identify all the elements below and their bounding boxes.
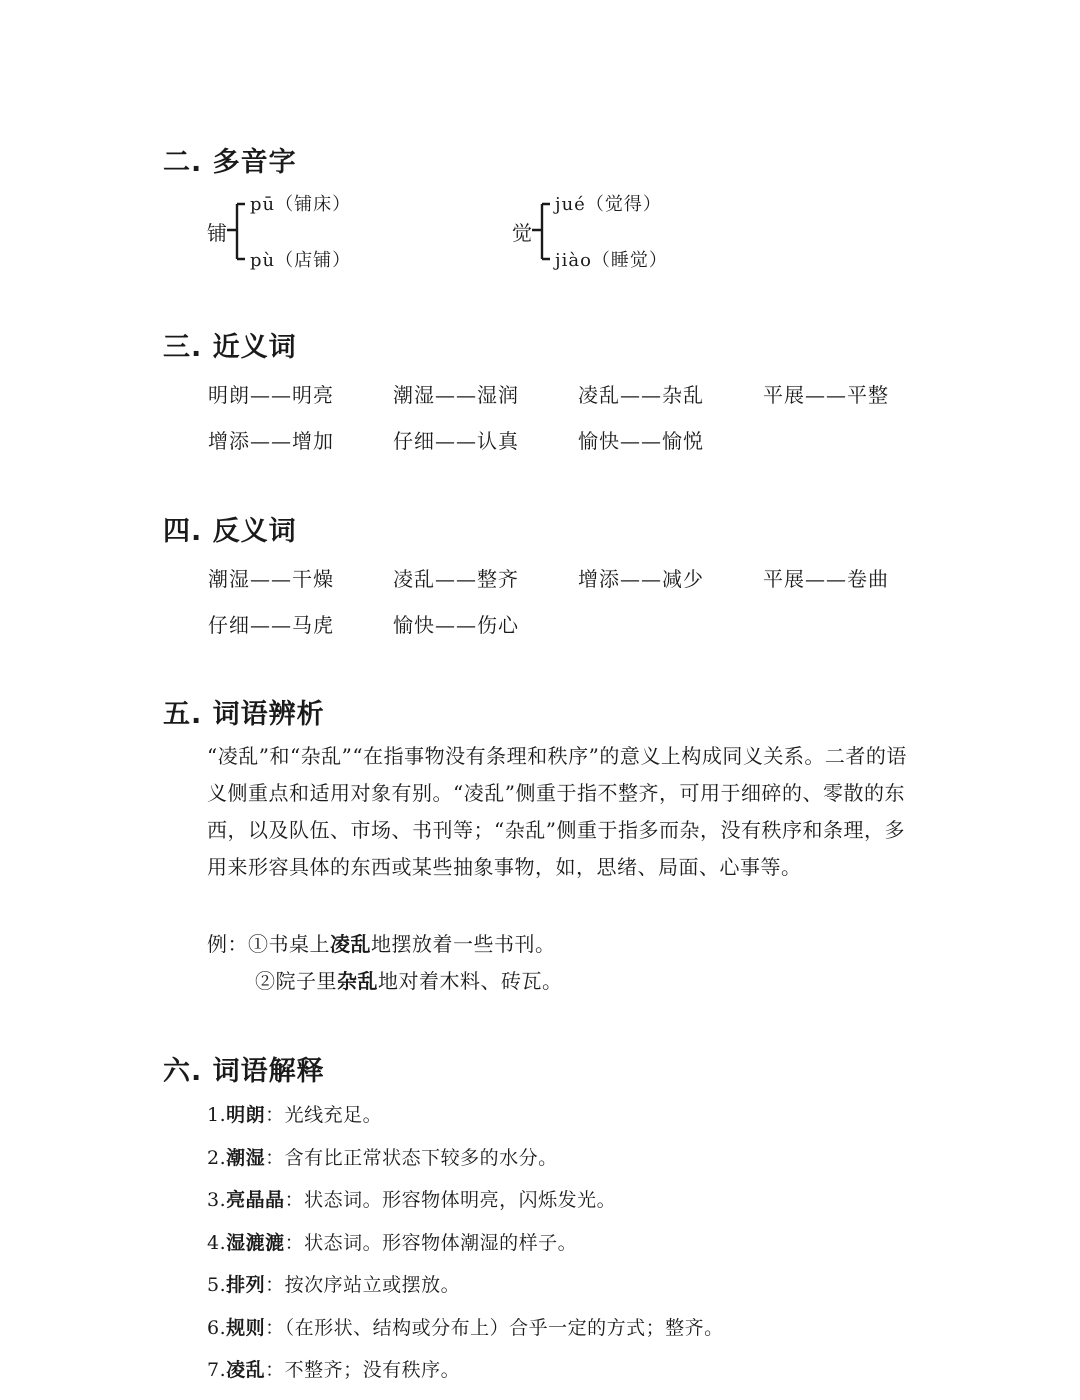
brace-connector — [227, 199, 249, 265]
antonym-list — [208, 563, 968, 638]
word-pair: 仔细——认真 — [393, 429, 519, 453]
word-pair: 平展——卷曲 — [763, 567, 889, 591]
section-title-analysis: 五. 词语辨析 — [163, 699, 325, 730]
example-keyword: 杂乱 — [337, 969, 378, 993]
example-before: ①书桌上 — [248, 932, 330, 956]
item-term: 亮晶晶 — [226, 1189, 285, 1211]
example-word: （觉得） — [585, 194, 662, 215]
definition-item — [207, 1355, 724, 1398]
item-number: 5. — [207, 1274, 227, 1296]
item-term: 潮湿 — [226, 1146, 266, 1169]
item-term: 凌乱 — [226, 1359, 266, 1381]
item-term: 排列 — [226, 1274, 266, 1296]
definition-item — [207, 1185, 724, 1228]
item-number: 6. — [207, 1316, 227, 1339]
analysis-paragraph — [207, 738, 922, 886]
polyphone-char: 觉 — [512, 221, 532, 245]
example-after: 地对着木料、砖瓦。 — [378, 969, 563, 993]
word-pair: 增添——增加 — [208, 429, 334, 453]
item-text: ：状态词。形容物体明亮，闪烁发光。 — [284, 1189, 617, 1211]
example-label: 例： — [207, 932, 248, 956]
pinyin: jué — [555, 194, 586, 215]
item-text: ：光线充足。 — [265, 1104, 383, 1126]
example-line — [207, 928, 556, 957]
definition-item — [207, 1228, 724, 1271]
item-number: 1. — [207, 1104, 227, 1126]
pinyin: pù — [250, 250, 276, 271]
item-text: ：不整齐；没有秩序。 — [265, 1359, 461, 1381]
word-pair: 凌乱——整齐 — [393, 567, 519, 591]
example-word: （睡觉） — [591, 250, 668, 271]
item-number: 7. — [207, 1359, 227, 1381]
example-before: ②院子里 — [255, 969, 337, 993]
item-text: ：（在形状、结构或分布上）合乎一定的方式；整齐。 — [265, 1316, 724, 1339]
pinyin: jiào — [555, 250, 592, 271]
word-pair: 潮湿——湿润 — [393, 383, 519, 407]
word-pair: 增添——减少 — [578, 567, 704, 591]
definition-list — [207, 1100, 724, 1398]
polyphone-reading — [555, 246, 668, 272]
item-term: 规则 — [226, 1316, 266, 1339]
section-title-antonyms: 四. 反义词 — [163, 516, 297, 547]
polyphone-char: 铺 — [207, 221, 227, 245]
word-pair: 平展——平整 — [763, 383, 889, 407]
word-pair: 潮湿——干燥 — [208, 567, 334, 591]
example-keyword: 凌乱 — [330, 932, 371, 956]
word-pair: 明朗——明亮 — [208, 383, 334, 407]
synonym-list — [208, 379, 968, 454]
item-text: ：含有比正常状态下较多的水分。 — [265, 1146, 558, 1169]
brace-connector — [532, 199, 554, 265]
definition-item — [207, 1100, 724, 1143]
section-title-polyphone: 二. 多音字 — [163, 147, 297, 178]
example-after: 地摆放着一些书刊。 — [371, 932, 556, 956]
example-word: （店铺） — [275, 250, 352, 271]
definition-item — [207, 1270, 724, 1313]
polyphone-reading — [250, 190, 351, 216]
word-pair: 愉快——伤心 — [393, 613, 519, 637]
pinyin: pū — [250, 194, 276, 215]
definition-item — [207, 1313, 724, 1356]
example-word: （铺床） — [275, 194, 352, 215]
item-term: 湿漉漉 — [226, 1231, 285, 1254]
section-title-synonyms: 三. 近义词 — [163, 332, 297, 363]
item-number: 2. — [207, 1146, 227, 1169]
item-number: 4. — [207, 1231, 227, 1254]
polyphone-reading — [250, 246, 351, 272]
analysis-text: “凌乱”和“杂乱”“在指事物没有条理和秩序”的意义上构成同义关系。二者的语义侧重点和适用对象有别。“凌乱”侧重于指不整齐，可用于细碎的、零散的东西，以及队伍、市场、书刊等；“杂乱”侧重于指多而杂，没有秩序和条理，多用来形容具体的东西或某些抽象事物，如，思绪、局面、心事等。 — [207, 744, 907, 879]
word-pair: 凌乱——杂乱 — [578, 383, 704, 407]
definition-item — [207, 1143, 724, 1186]
item-text: ：按次序站立或摆放。 — [265, 1274, 461, 1296]
item-text: ：状态词。形容物体潮湿的样子。 — [284, 1231, 578, 1254]
item-term: 明朗 — [226, 1104, 266, 1126]
polyphone-reading — [555, 190, 662, 216]
item-number: 3. — [207, 1189, 227, 1211]
word-pair: 愉快——愉悦 — [578, 429, 704, 453]
example-line — [255, 965, 563, 994]
section-title-definitions: 六. 词语解释 — [163, 1056, 325, 1087]
word-pair: 仔细——马虎 — [208, 613, 334, 637]
